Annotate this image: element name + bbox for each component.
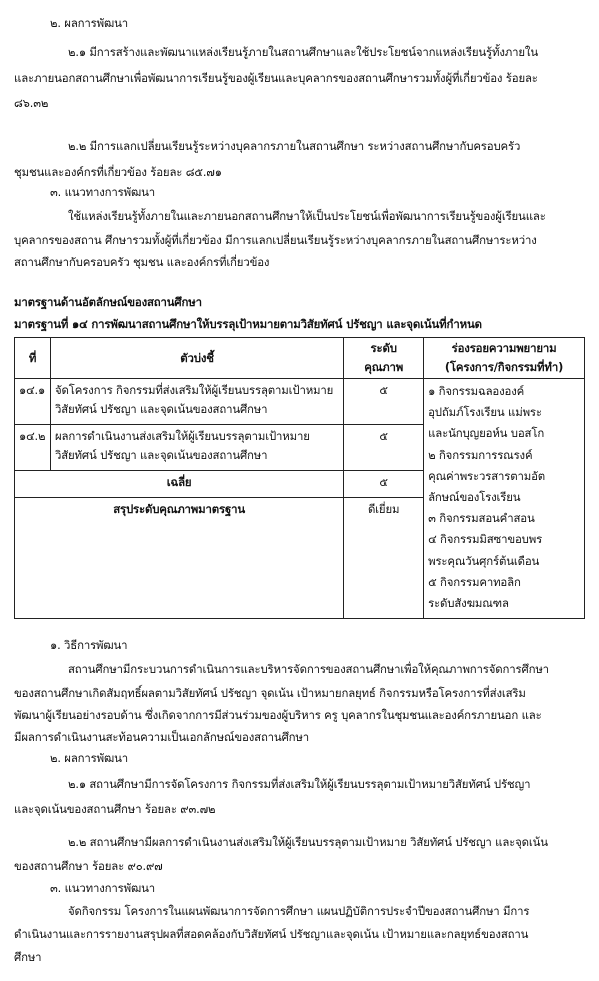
evidence-cell <box>424 379 585 619</box>
table-header-row <box>15 338 585 379</box>
section-heading-guidelines: ๓. แนวทางการพัฒนา <box>50 185 156 199</box>
section-heading-results: ๒. ผลการพัฒนา <box>50 16 128 30</box>
paragraph-line: ศึกษา <box>14 950 42 964</box>
standard-table <box>14 337 585 619</box>
evidence-line: ๕ กิจกรรมคาทอลิก <box>428 574 521 589</box>
paragraph-line: ๒.๑ มีการสร้างและพัฒนาแหล่งเรียนรู้ภายในสถานศึกษาและใช้ประโยชน์จากแหล่งเรียนรู้ทั้งภายใน <box>68 45 538 59</box>
row-indicator: จัดโครงการ กิจกรรมที่ส่งเสริมให้ผู้เรียนบรรลุตามเป้าหมาย วิสัยทัศน์ ปรัชญา และจุดเน้นของสถานศึกษา <box>50 379 343 425</box>
header-level: ระดับ คุณภาพ <box>344 338 424 379</box>
paragraph-line: ๒.๑ สถานศึกษามีการจัดโครงการ กิจกรรมที่ส่งเสริมให้ผู้เรียนบรรลุตามเป้าหมายวิสัยทัศน์ ปรัชญา <box>68 777 531 791</box>
evidence-line: ระดับสังฆมณฑล <box>428 596 509 611</box>
summary-label: สรุประดับคุณภาพมาตรฐาน <box>15 498 344 619</box>
evidence-line: ๔ กิจกรรมมิสซาขอบพร <box>428 532 543 547</box>
evidence-line: ลักษณ์ของโรงเรียน <box>428 490 521 505</box>
header-no: ที่ <box>15 338 51 379</box>
paragraph-line: มีผลการดำเนินงานสะท้อนความเป็นเอกลักษณ์ของสถานศึกษา <box>14 730 310 744</box>
average-value: ๕ <box>344 471 424 498</box>
row-level: ๕ <box>344 425 424 471</box>
paragraph-line: และภายนอกสถานศึกษาเพื่อพัฒนาการเรียนรู้ของผู้เรียนและบุคลากรของสถานศึกษารวมทั้งผู้ที่เกี่ยวข้อง ร้อยละ <box>14 71 538 85</box>
paragraph-line: ของสถานศึกษา ร้อยละ ๙๐.๙๗ <box>14 859 163 873</box>
paragraph-line: บุคลากรของสถาน ศึกษารวมทั้งผู้ที่เกี่ยวข้อง มีการแลกเปลี่ยนเรียนรู้ระหว่างบุคลากรภายในสถานศึกษาระหว่าง <box>14 233 537 247</box>
row-level: ๕ <box>344 379 424 425</box>
header-indicator: ตัวบ่งชี้ <box>50 338 343 379</box>
paragraph-line: จัดกิจกรรม โครงการในแผนพัฒนาการจัดการศึกษา แผนปฏิบัติการประจำปีของสถานศึกษา มีการ <box>68 904 530 918</box>
paragraph-line: ใช้แหล่งเรียนรู้ทั้งภายในและภายนอกสถานศึกษาให้เป็นประโยชน์เพื่อพัฒนาการเรียนรู้ของผู้เรียนและ <box>68 209 546 223</box>
average-label: เฉลี่ย <box>15 471 344 498</box>
paragraph-line: สถานศึกษากับครอบครัว ชุมชน และองค์กรที่เกี่ยวข้อง <box>14 255 270 269</box>
standard-subheading: มาตรฐานที่ ๑๔ การพัฒนาสถานศึกษาให้บรรลุเป้าหมายตามวิสัยทัศน์ ปรัชญา และจุดเน้นที่กำหนด <box>14 317 482 331</box>
section-heading-guidelines: ๓. แนวทางการพัฒนา <box>50 881 156 895</box>
paragraph-line: พัฒนาผู้เรียนอย่างรอบด้าน ซึ่งเกิดจากการมีส่วนร่วมของผู้บริหาร ครู บุคลากรในชุมชนและองค์กรภายนอก และ <box>14 708 542 722</box>
evidence-line: คุณค่าพระวรสารตามอัต <box>428 468 546 483</box>
header-evidence: ร่องรอยความพยายาม (โครงการ/กิจกรรมที่ทำ) <box>424 338 585 379</box>
evidence-line: อุปถัมภ์โรงเรียน แม่พระ <box>428 405 542 420</box>
standard-heading: มาตรฐานด้านอัตลักษณ์ของสถานศึกษา <box>14 295 202 309</box>
section-heading-results: ๒. ผลการพัฒนา <box>50 751 128 765</box>
row-no: ๑๔.๒ <box>15 425 51 471</box>
evidence-line: และนักบุญยอห์น บอสโก <box>428 426 545 441</box>
paragraph-line: สถานศึกษามีกระบวนการดำเนินการและบริหารจัดการของสถานศึกษาเพื่อให้คุณภาพการจัดการศึกษา <box>68 662 549 676</box>
row-indicator: ผลการดำเนินงานส่งเสริมให้ผู้เรียนบรรลุตามเป้าหมาย วิสัยทัศน์ ปรัชญา และจุดเน้นของสถานศึกษา <box>50 425 343 471</box>
paragraph-line: ๘๖.๓๒ <box>14 96 49 110</box>
paragraph-line: ๒.๒ มีการแลกเปลี่ยนเรียนรู้ระหว่างบุคลากรภายในสถานศึกษา ระหว่างสถานศึกษากับครอบครัว <box>68 139 521 153</box>
row-no: ๑๔.๑ <box>15 379 51 425</box>
paragraph-line: ดำเนินงานและการรายงานสรุปผลที่สอดคล้องกับวิสัยทัศน์ ปรัชญาและจุดเน้น เป้าหมายและกลยุทธ์ของสถาน <box>14 927 529 941</box>
paragraph-line: ชุมชนและองค์กรที่เกี่ยวข้อง ร้อยละ ๘๕.๗๑ <box>14 165 222 179</box>
paragraph-line: ๒.๒ สถานศึกษามีผลการดำเนินงานส่งเสริมให้ผู้เรียนบรรลุตามเป้าหมาย วิสัยทัศน์ ปรัชญา และจุดเน้น <box>68 835 548 849</box>
evidence-line: ๒ กิจกรรมการรณรงค์ <box>428 447 533 462</box>
paragraph-line: ของสถานศึกษาเกิดสัมฤทธิ์ผลตามวิสัยทัศน์ ปรัชญา จุดเน้น เป้าหมายกลยุทธ์ กิจกรรมหรือโครงการที่ส่งเสริม <box>14 686 526 700</box>
summary-value: ดีเยี่ยม <box>344 498 424 619</box>
evidence-line: ๓ กิจกรรมสอนคำสอน <box>428 511 535 526</box>
paragraph-line: และจุดเน้นของสถานศึกษา ร้อยละ ๙๓.๗๒ <box>14 802 216 816</box>
evidence-line: ๑ กิจกรรมฉลององค์ <box>428 384 525 398</box>
evidence-line: พระคุณวันศุกร์ต้นเดือน <box>428 553 540 568</box>
section-heading-methods: ๑. วิธีการพัฒนา <box>50 638 128 652</box>
table-row <box>15 379 585 425</box>
